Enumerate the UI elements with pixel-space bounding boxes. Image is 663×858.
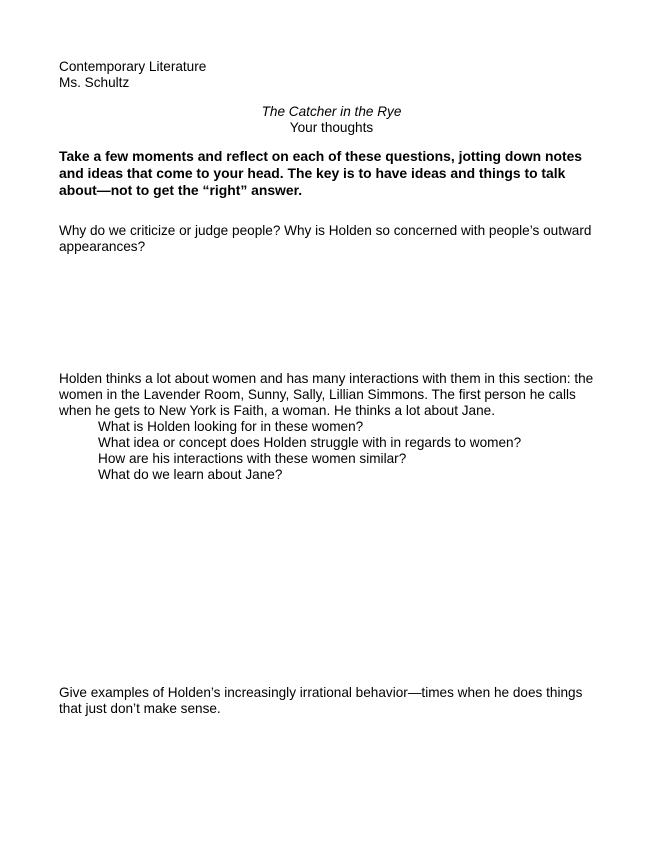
question-text: Holden thinks a lot about women and has many interactions with them in this section: the women in the Lavender Room, Sunny, Sally, Lillian Simmons. The first person he calls when he gets to New York is Faith, a woman. He thinks a lot about Jane. <box>59 371 594 418</box>
instructions: Take a few moments and reflect on each of these questions, jotting down notes and ideas that come to your head. The key is to have ideas and things to talk about—not to get the “right” answer. <box>59 148 583 198</box>
document-header <box>59 59 206 91</box>
document-title <box>0 104 663 136</box>
sub-question: What do we learn about Jane? <box>98 467 283 482</box>
sub-question: How are his interactions with these women similar? <box>98 451 407 466</box>
question-1 <box>59 223 607 255</box>
sub-question: What idea or concept does Holden struggle with in regards to women? <box>98 435 522 450</box>
book-title: The Catcher in the Rye <box>261 104 402 119</box>
question-3 <box>59 685 607 717</box>
course-name: Contemporary Literature <box>59 59 207 74</box>
question-2 <box>59 371 607 483</box>
question-text: Why do we criticize or judge people? Why is Holden so concerned with people’s outward appearances? <box>59 223 592 254</box>
document-subtitle: Your thoughts <box>289 120 374 135</box>
sub-question: What is Holden looking for in these women? <box>98 419 364 434</box>
question-text: Give examples of Holden’s increasingly irrational behavior—times when he does things that just don’t make sense. <box>59 685 583 716</box>
teacher-name: Ms. Schultz <box>59 75 130 90</box>
